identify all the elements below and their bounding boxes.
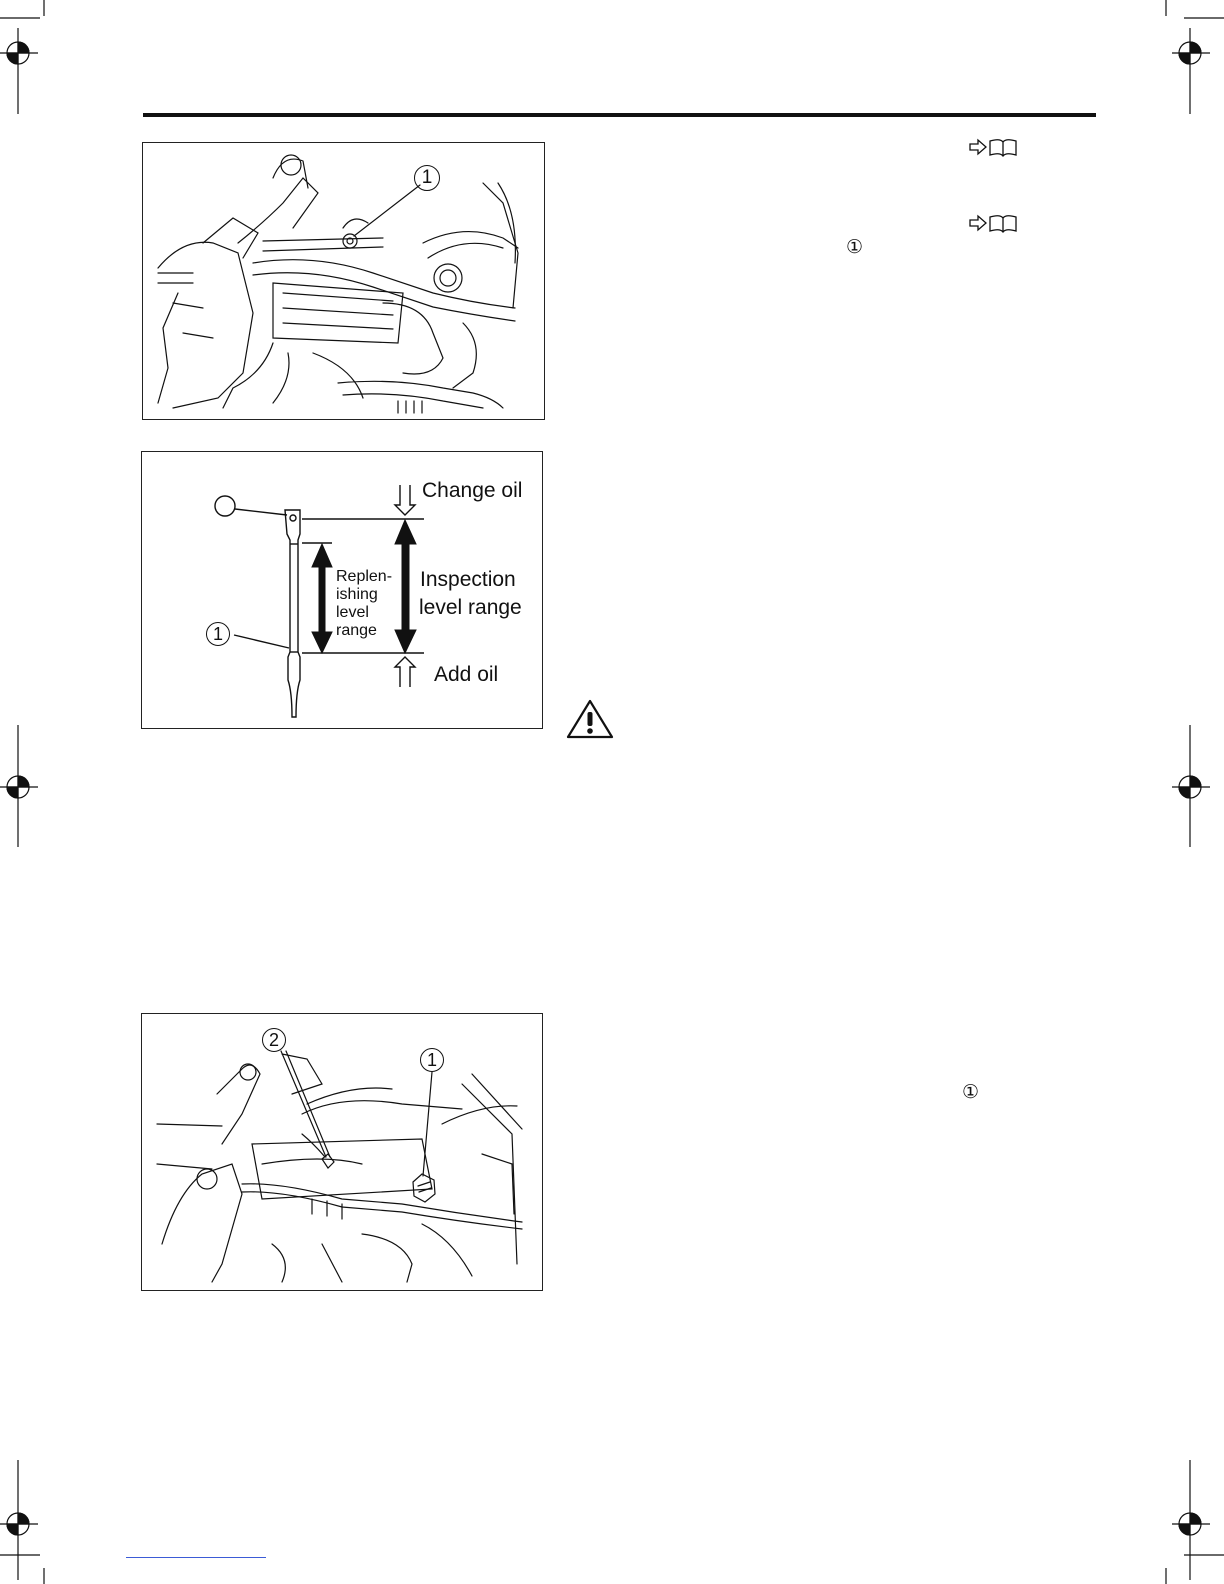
callout-1 bbox=[206, 622, 230, 646]
book-reference-icon bbox=[968, 136, 1018, 158]
registration-target-icon bbox=[1172, 1460, 1212, 1584]
registration-target-icon bbox=[0, 28, 40, 118]
figure-engine-bay-2 bbox=[141, 1013, 543, 1291]
callout-1-label: 1 bbox=[426, 1050, 437, 1070]
callout-1 bbox=[414, 165, 440, 191]
callout-1-label: 1 bbox=[212, 624, 223, 644]
replenishing-label-line3: level bbox=[336, 604, 369, 621]
registration-target-icon bbox=[0, 1460, 40, 1584]
footer-rule bbox=[126, 1557, 266, 1558]
replenishing-label-line4: range bbox=[336, 622, 377, 639]
book-reference-icon bbox=[968, 212, 1018, 234]
inspection-label-line1: Inspection bbox=[420, 568, 516, 591]
figure-engine-bay-1 bbox=[142, 142, 545, 420]
circled-reference-2: ① bbox=[962, 1082, 980, 1103]
header-rule bbox=[143, 113, 1096, 117]
engine-bay-illustration bbox=[143, 143, 543, 418]
registration-target-icon bbox=[0, 725, 40, 850]
circled-reference-1: ① bbox=[846, 237, 864, 258]
callout-1 bbox=[420, 1048, 444, 1072]
add-oil-label: Add oil bbox=[434, 663, 499, 686]
engine-bay-illustration-2 bbox=[142, 1014, 542, 1289]
callout-1-label: 1 bbox=[421, 167, 433, 188]
registration-target-icon bbox=[1172, 28, 1212, 118]
change-oil-label: Change oil bbox=[422, 479, 523, 502]
callout-2 bbox=[262, 1028, 286, 1052]
replenishing-label-line1: Replen- bbox=[336, 568, 393, 585]
callout-2-label: 2 bbox=[268, 1030, 279, 1050]
registration-target-icon bbox=[1172, 725, 1212, 850]
replenishing-label-line2: ishing bbox=[336, 586, 378, 603]
warning-triangle-icon bbox=[565, 698, 615, 740]
inspection-label-line2: level range bbox=[419, 596, 522, 619]
figure-dipstick-levels bbox=[141, 451, 543, 729]
